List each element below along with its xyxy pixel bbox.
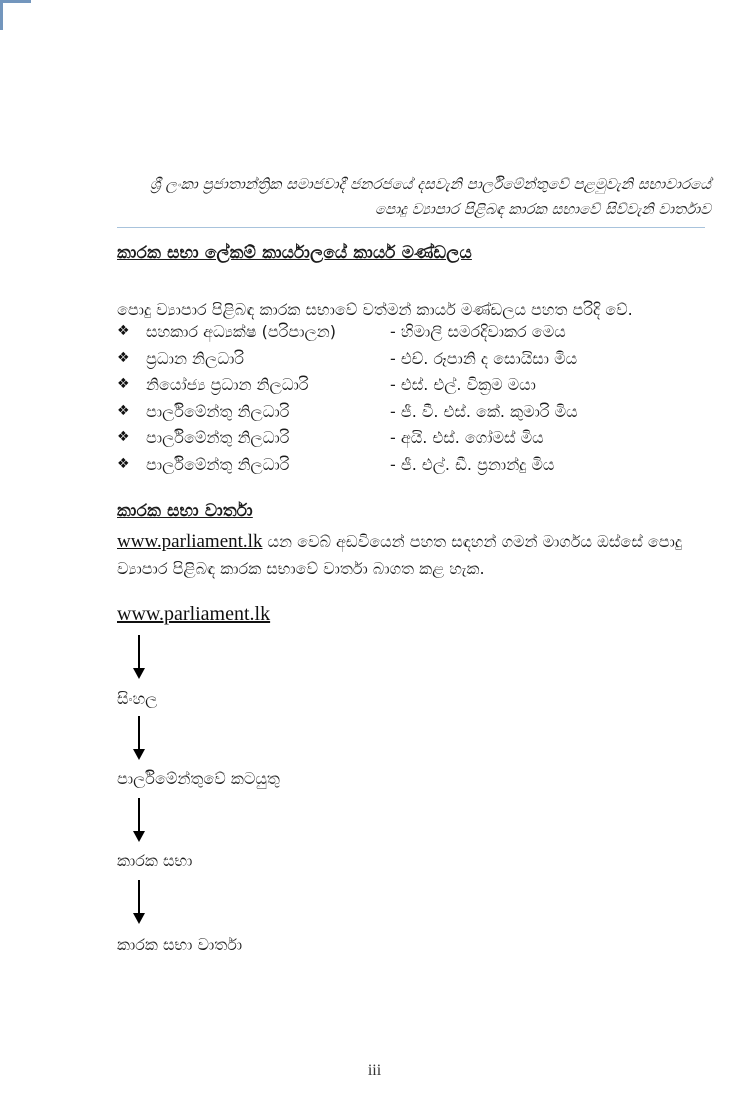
staff-name: - එච්. රූපානි ද සොයිසා මිය — [390, 348, 578, 368]
arrow-shaft — [138, 798, 140, 831]
down-arrow-icon — [133, 716, 145, 760]
staff-row — [117, 322, 719, 349]
staff-name: - ජී. එල්. ඩී. ප්‍රනාන්දු මිය — [390, 454, 555, 474]
staff-row — [117, 402, 719, 429]
staff-row — [117, 375, 719, 402]
staff-position: පාර්ලිමේන්තු නිලධාරි — [146, 401, 290, 421]
arrow-shaft — [138, 716, 140, 749]
header-line-2: පොදු ව්‍යාපාර පිළිබඳ කාරක සභාවේ සිව්වැනි වාර්තාව — [374, 200, 711, 218]
arrow-head — [133, 831, 145, 842]
staff-row — [117, 349, 719, 376]
corner-mark-vertical — [0, 0, 3, 30]
diamond-bullet-icon: ❖ — [117, 455, 130, 472]
arrow-head — [133, 749, 145, 760]
diamond-bullet-icon: ❖ — [117, 349, 130, 366]
diamond-bullet-icon: ❖ — [117, 429, 130, 445]
flow-node-committee-reports: කාරක සභා වාර්තා — [117, 935, 243, 954]
diamond-bullet-icon: ❖ — [117, 376, 130, 392]
header-divider — [117, 227, 705, 228]
staff-row — [117, 428, 719, 455]
flow-node-sinhala: සිංහල — [117, 689, 158, 708]
arrow-head — [133, 913, 145, 924]
staff-position: පාර්ලිමේන්තු නිලධාරි — [146, 454, 290, 474]
diamond-bullet-icon: ❖ — [117, 323, 130, 339]
staff-section-heading: කාරක සභා ලේකම් කාර්යාලයේ කාර්ය මණ්ඩලය — [117, 243, 472, 263]
staff-row — [117, 455, 719, 482]
staff-name: - අයි. එස්. ගෝමස් මිය — [390, 428, 544, 447]
reports-paragraph-text: යන වෙබ් අඩවියෙන් පහත සඳහන් ගමන් මාර්ගය ඔස්සේ පොදු ව්‍යාපාර පිළිබඳ කාරක සභාවේ වාර්තා බාගත කළ හැක. — [117, 532, 683, 578]
page-number: iii — [367, 1062, 382, 1079]
staff-position: පාර්ලිමේන්තු නිලධාරි — [146, 428, 290, 447]
down-arrow-icon — [133, 880, 145, 924]
down-arrow-icon — [133, 635, 145, 679]
arrow-head — [133, 668, 145, 679]
parliament-website-link[interactable]: www.parliament.lk — [117, 531, 263, 552]
staff-position: සහකාර අධ්‍යක්ෂ (පරිපාලන) — [146, 322, 336, 341]
staff-name: - එස්. එල්. වික්‍රම මයා — [390, 375, 536, 394]
staff-name: - ජී. වී. එස්. කේ. කුමාරි මිය — [390, 401, 578, 421]
reports-paragraph — [117, 528, 719, 582]
staff-name: - හිමාලි සමරදිවාකර මෙය — [390, 322, 566, 341]
header-line-1: ශ්‍රී ලංකා ප්‍රජාතාන්ත්‍රික සමාජවාදී ජනරජයේ දසවැනි පාර්ලිමේන්තුවේ පළමුවැනි සභාවාරයේ — [149, 175, 711, 193]
flow-node-parliament-business: පාර්ලිමේන්තුවේ කටයුතු — [117, 769, 280, 788]
arrow-shaft — [138, 635, 140, 668]
arrow-shaft — [138, 880, 140, 913]
document-header — [117, 172, 711, 222]
reports-section-heading: කාරක සභා වාර්තා — [117, 501, 253, 521]
down-arrow-icon — [133, 798, 145, 842]
download-flowchart — [117, 603, 280, 956]
staff-list — [117, 322, 719, 481]
flow-node-website[interactable]: www.parliament.lk — [117, 603, 271, 625]
staff-position: ප්‍රධාන නිලධාරි — [146, 348, 245, 368]
flow-node-committees: කාරක සභා — [117, 851, 193, 870]
diamond-bullet-icon: ❖ — [117, 402, 130, 419]
corner-mark-horizontal — [0, 0, 31, 3]
staff-position: නියෝජ්‍ය ප්‍රධාන නිලධාරි — [146, 375, 309, 394]
staff-intro-paragraph: පොදු ව්‍යාපාර පිළිබඳ කාරක සභාවේ වත්මන් කාර්ය මණ්ඩලය පහත පරිදි වේ. — [117, 300, 633, 319]
